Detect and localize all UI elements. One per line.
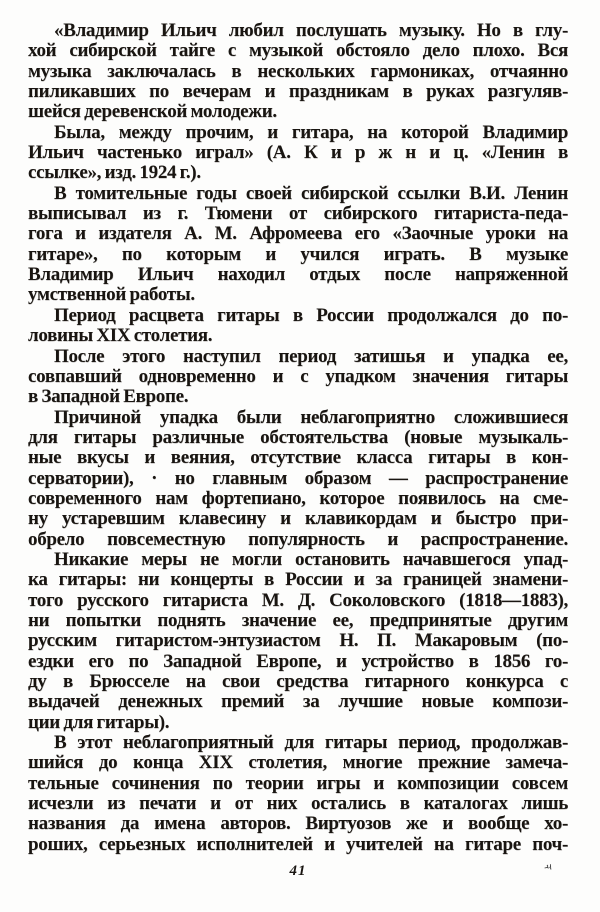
text-line: для гитары различные обстоятельства (новые музыкаль-: [28, 426, 568, 448]
text-line: того русского гитариста М. Д. Соколовского (1818—1883),: [28, 589, 568, 611]
text-line: ни попытки поднять значение ее, предпринятые другим: [28, 609, 568, 631]
text-line: ездки его по Западной Европе, и устройство в 1856 го-: [28, 650, 568, 672]
page-number: 41: [289, 863, 307, 879]
text-line: ка гитары: ни концерты в России и за границей знамени-: [28, 569, 568, 591]
text-line: ции для гитары).: [28, 711, 170, 733]
text-line: умственной работы.: [28, 284, 195, 306]
text-line: В этот неблагоприятный для гитары период, продолжав-: [54, 732, 568, 754]
text-block: [28, 21, 568, 855]
text-line: названия да имена авторов. Виртуозов же и вообще хо-: [28, 813, 568, 835]
text-line: русским гитаристом-энтузиастом Н. П. Макаровым (по-: [28, 630, 568, 652]
scan-artifact: -ч: [542, 860, 553, 874]
text-line: исчезли из печати и от них остались в каталогах лишь: [28, 793, 568, 815]
text-line: современного нам фортепиано, которое появилось на сме-: [28, 487, 568, 509]
text-line: обрело повсеместную популярность и распространение.: [28, 528, 568, 550]
text-line: После этого наступил период затишья и упадка ее,: [54, 345, 568, 367]
text-line: гога и издателя А. М. Афромеева его «Заочные уроки на: [28, 223, 568, 245]
text-line: хой сибирской тайге с музыкой обстояло дело плохо. Вся: [28, 40, 568, 62]
text-line: Была, между прочим, и гитара, на которой Владимир: [54, 121, 568, 143]
text-line: Владимир Ильич находил отдых после напряженной: [28, 264, 568, 286]
text-line: ду в Брюсселе на свои средства гитарного конкурса с: [28, 671, 568, 692]
text-line: серватории), · но главным образом — распространение: [28, 467, 568, 489]
text-line: шейся деревенской молодежи.: [28, 101, 277, 123]
text-line: совпавший одновременно и с упадком значения гитары: [28, 365, 568, 387]
text-line: шийся до конца XIX столетия, многие прежние замеча-: [28, 752, 568, 774]
text-line: выписывал из г. Тюмени от сибирского гитариста-педа-: [28, 203, 568, 225]
text-line: ссылке», изд. 1924 г.).: [28, 162, 201, 184]
text-line: тельные сочинения по теории игры и композиции совсем: [28, 772, 568, 794]
text-line: пиликавших по вечерам и праздникам в руках разгуляв-: [28, 81, 568, 103]
text-line: выдачей денежных премий за лучшие новые компози-: [28, 691, 568, 713]
text-line: ну устаревшим клавесину и клавикордам и быстро при-: [28, 508, 568, 530]
text-line: ные вкусы и веяния, отсутствие класса гитары в кон-: [28, 447, 568, 469]
text-line: в Западной Европе.: [28, 386, 189, 408]
text-line: Никакие меры не могли остановить начавшегося упад-: [54, 548, 568, 570]
text-line: гитаре», по которым и учился играть. В музыке: [28, 243, 568, 265]
text-line: «Владимир Ильич любил послушать музыку. Но в глу-: [54, 20, 568, 41]
text-line: Причиной упадка были неблагоприятно сложившиеся: [54, 406, 568, 428]
text-line: В томительные годы своей сибирской ссылки В.И. Ленин: [54, 182, 568, 204]
text-line: ловины XIX столетия.: [28, 325, 213, 347]
text-line: роших, серьезных исполнителей и учителей на гитаре поч-: [28, 833, 568, 855]
text-line: Период расцвета гитары в России продолжался до по-: [54, 304, 568, 326]
text-line: Ильич частенько играл» (А. К и р ж н и ц. «Ленин в: [28, 142, 568, 164]
text-line: музыка заключалась в нескольких гармониках, отчаянно: [28, 60, 568, 82]
